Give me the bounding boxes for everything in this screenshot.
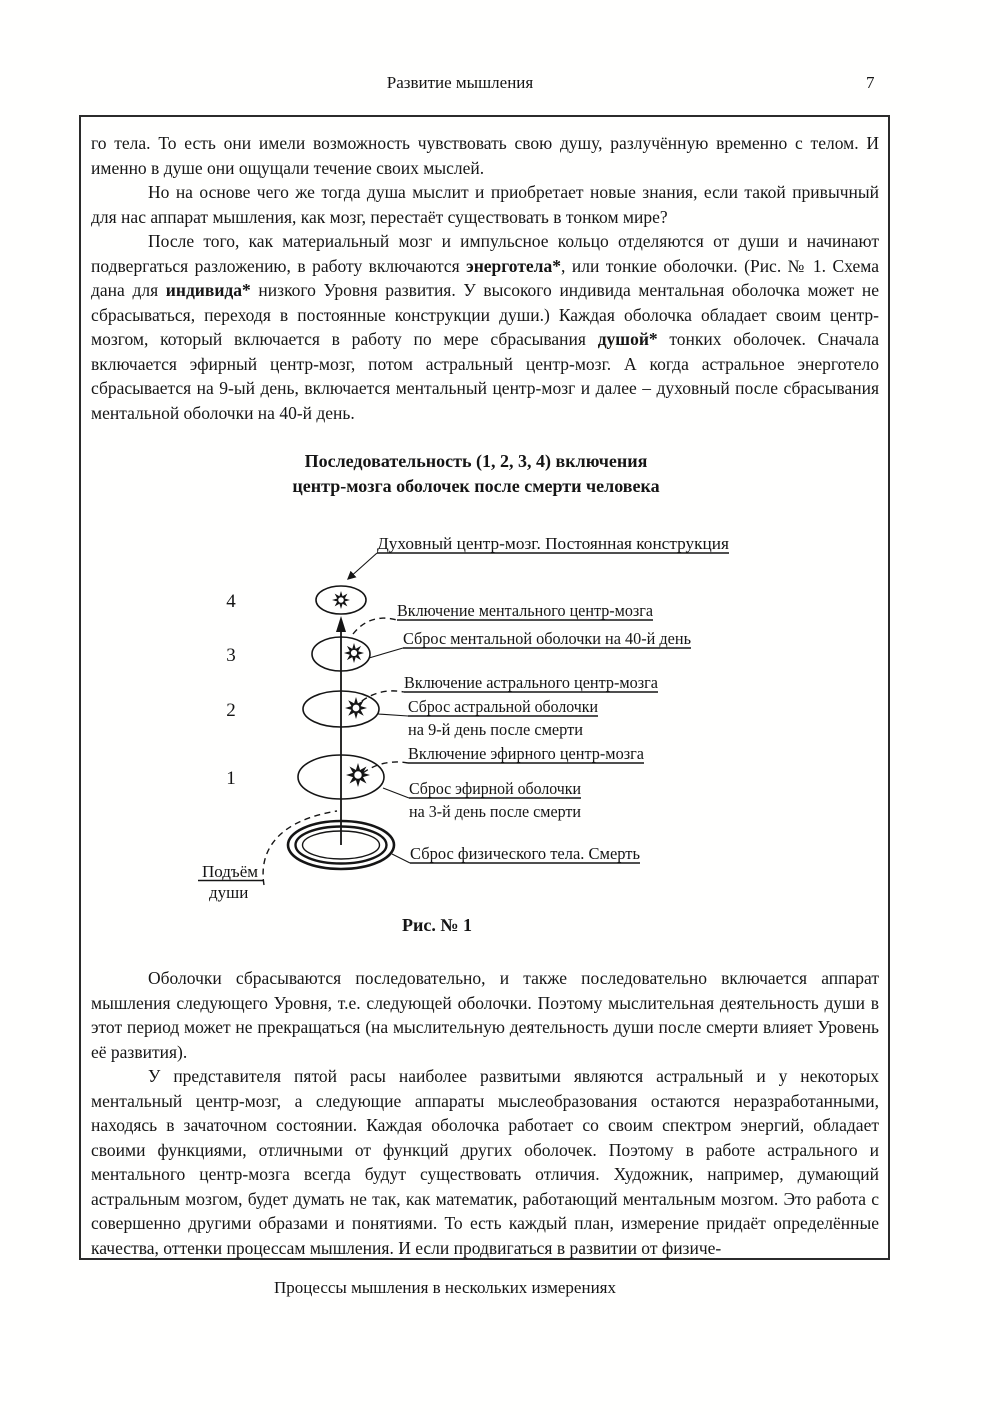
figure-diagram xyxy=(81,523,888,923)
spirit-arrow xyxy=(348,553,377,579)
label-shed-astral-line2: на 9-й день после смерти xyxy=(408,720,583,739)
label-shed-mental: Сброс ментальной оболочки на 40-й день xyxy=(403,629,692,648)
figure-title-line2: центр-мозга оболочек после смерти человека xyxy=(292,476,660,496)
label-shed-etheric-line1: Сброс эфирной оболочки xyxy=(409,779,581,798)
pointer-line xyxy=(392,854,410,863)
paragraph-continuation: го тела. То есть они имели возможность чувствовать свою душу, разлучённую временно с телом. И именно в душе они ощущали течение своих мыслей. xyxy=(91,133,879,178)
label-activate-etheric: Включение эфирного центр-мозга xyxy=(408,744,645,763)
label-soul-rise-line1: Подъём xyxy=(202,862,259,881)
label-activate-mental: Включение ментального центр-мозга xyxy=(397,601,654,620)
label-shed-astral-line1: Сброс астральной оболочки xyxy=(408,697,598,716)
running-title: Развитие мышления xyxy=(386,73,534,92)
figure-title-line1: Последовательность (1, 2, 3, 4) включения xyxy=(304,451,648,471)
pointer-line xyxy=(383,788,409,798)
label-activate-astral: Включение астрального центр-мозга xyxy=(404,673,659,692)
star-icon xyxy=(346,763,370,787)
level-number-4: 4 xyxy=(226,591,236,612)
lower-text-block xyxy=(91,966,879,1260)
page-number: 7 xyxy=(866,73,875,92)
level-number-3: 3 xyxy=(226,645,236,666)
level-number-2: 2 xyxy=(226,700,236,721)
paragraph: Оболочки сбрасываются последовательно, и также последовательно включается аппарат мышления следующего Уровня, т.е. следующей оболочки. Поэтому мыслительная деятельность души в этот период может не прекращаться (на мыслительную деятельность души после смерти влияет Уровень её развития). xyxy=(91,968,879,1062)
star-icon xyxy=(345,697,367,719)
label-soul-rise-line2: души xyxy=(209,883,249,902)
figure-title xyxy=(81,449,871,499)
star-icon xyxy=(344,643,364,663)
page-frame xyxy=(79,115,890,1260)
figure-caption: Рис. № 1 xyxy=(402,915,472,935)
star-icon xyxy=(332,591,350,609)
level-number-1: 1 xyxy=(226,768,236,789)
pointer-line xyxy=(369,648,403,658)
paragraph: У представителя пятой расы наиболее развитыми являются астральный и у некоторых ментальный центр-мозг, а следующие аппараты мыслеобразования остаются неразработанными, находясь в зачаточном состоянии. Каждая оболочка работает со своим спектром энергий, обладает своими функциями, отличными от функций других оболочек. Поэтому в работе астрального и ментального центр-мозга всегда будут существовать отличия. Художник, например, думающий астральным мозгом, будет думать не так, как математик, работающий ментальным мозгом. Это работа с совершенно другими образами и понятиями. То есть каждый план, измерение придаёт определённые качества, оттенки процессам мышления. И если продвигаться в развитии от физиче- xyxy=(91,1066,879,1258)
figure-area xyxy=(81,523,888,923)
label-shed-physical: Сброс физического тела. Смерть xyxy=(410,844,641,863)
label-spirit-center-brain: Духовный центр-мозг. Постоянная конструкция xyxy=(377,534,730,553)
dashed-link xyxy=(353,618,397,634)
paragraph: После того, как материальный мозг и импульсное кольцо отделяются от души и начинают подвергаться разложению, в работу включаются энерготела*, или тонкие оболочки. (Рис. № 1. Схема дана для индивида* низкого Уровня развития. У высокого индивида ментальная оболочка может не сбрасываться, переходя в постоянные конструкции души.) Каждая оболочка обладает своим центр-мозгом, который включается в работу по мере сбрасывания душой* тонких оболочек. Сначала включается эфирный центр-мозг, потом астральный центр-мозг. А когда астральное энерготело сбрасывается на 9-ый день, включается ментальный центр-мозг и далее – духовный после сбрасывания ментальной оболочки на 40-й день. xyxy=(91,231,880,423)
up-arrowhead xyxy=(336,616,346,632)
upper-text-block xyxy=(91,131,879,425)
pointer-line xyxy=(378,714,408,716)
label-shed-etheric-line2: на 3-й день после смерти xyxy=(409,802,581,821)
paragraph: Но на основе чего же тогда душа мыслит и приобретает новые знания, если такой привычный для нас аппарат мышления, как мозг, перестаёт существовать в тонком мире? xyxy=(91,182,879,227)
footer-title: Процессы мышления в нескольких измерениях xyxy=(273,1278,616,1297)
